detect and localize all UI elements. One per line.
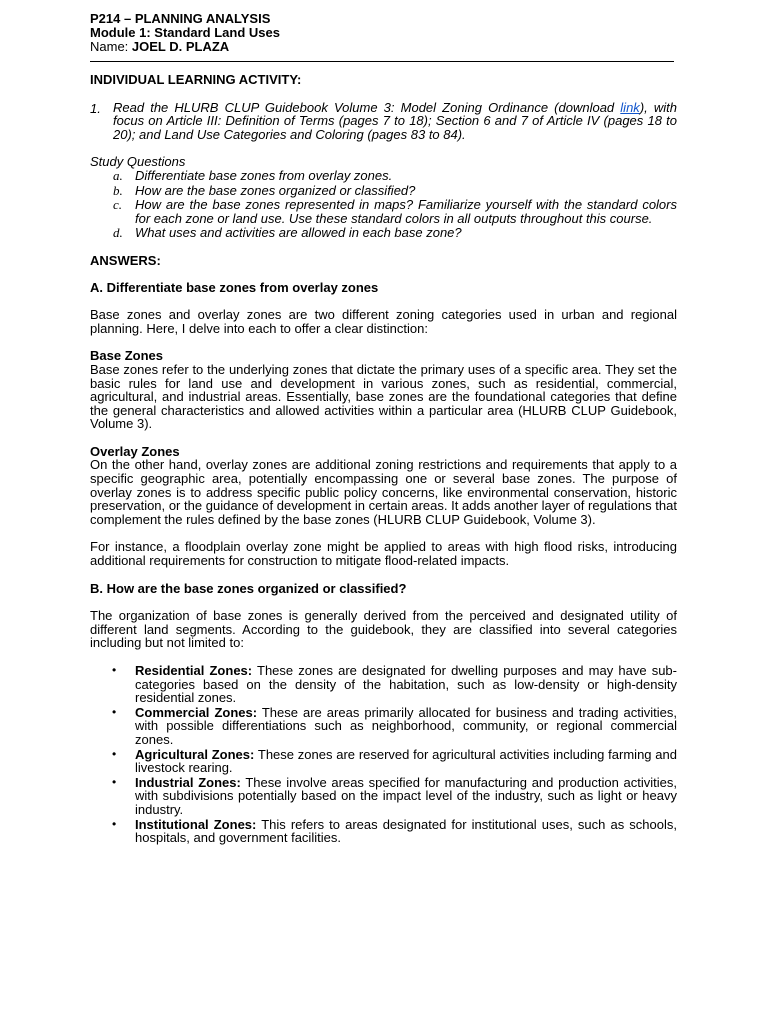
question-letter: b. [113,182,123,198]
bullet-icon: • [112,663,117,677]
zone-category-item [90,748,677,775]
activity-item [90,101,677,142]
study-question [90,198,677,225]
zone-description: These are areas primarily allocated for business and trading activities, with possible differentiations such as neighborhood, community, or regional commercial zones. [135,704,677,747]
module-title: Module 1: Standard Land Uses [90,25,280,40]
zone-term: Residential Zones: [135,663,253,678]
zone-category-item [90,664,677,705]
download-link[interactable]: link [620,99,640,115]
zone-term: Agricultural Zones: [135,746,255,762]
zone-description: These involve areas specified for manufacturing and production activities, with subdivisions potentially based on the impact level of the industry, such as light or heavy industry. [135,774,678,817]
question-text: How are the base zones represented in maps? Familiarize yourself with the standard colors for each zone or land use. Use these standard colors in all outputs throughout this course. [135,197,677,226]
study-question [90,169,677,183]
answers-title: ANSWERS: [90,252,161,268]
section-a-heading: A. Differentiate base zones from overlay zones [90,279,379,295]
section-a-intro: Base zones and overlay zones are two different zoning categories used in urban and regional planning. Here, I delve into each to offer a clear distinction: [90,307,677,336]
student-name-line [90,40,677,54]
activity-title: INDIVIDUAL LEARNING ACTIVITY: [90,72,302,87]
section-b-heading: B. How are the base zones organized or classified? [90,580,407,596]
base-zones-heading: Base Zones [90,348,163,364]
zone-category-item [90,706,677,747]
name-label: Name: [90,39,132,54]
question-letter: d. [113,225,123,241]
zone-description: This refers to areas designated for institutional uses, such as schools, hospitals, and government facilities. [135,816,677,846]
question-text: How are the base zones organized or classified? [135,182,416,198]
overlay-zones-text: On the other hand, overlay zones are additional zoning restrictions and requirements that apply to a specific geographic area, potentially encompassing one or several base zones. The purpose of overlay zones is to address specific public policy concerns, like environmental conservation, historic preservation, or the guidance of development in certain areas. It adds another layer of regulations that complement the rules defined by the base zones (HLURB CLUP Guidebook, Volume 3). [90,457,677,527]
zone-category-item [90,776,677,817]
question-text: Differentiate base zones from overlay zones. [135,167,393,183]
study-question [90,184,677,198]
zone-term: Institutional Zones: [135,816,257,832]
activity-text-after: ), with focus on Article III: Definition of Terms (pages 7 to 18); Section 6 and 7 of Article IV (pages 18 to 20); and Land Use Categories and Coloring (pages 83 to 84). [113,99,678,142]
student-name: JOEL D. PLAZA [131,39,230,54]
bullet-icon: • [112,746,117,761]
bullet-icon: • [112,816,117,831]
zone-category-item [90,818,677,845]
overlay-example-text: For instance, a floodplain overlay zone might be applied to areas with high flood risks, introducing additional requirements for construction to mitigate flood-related impacts. [90,539,677,569]
header-divider [90,61,674,62]
section-b-intro: The organization of base zones is generally derived from the perceived and designated utility of different land segments. According to the guidebook, they are classified into several categories including but not limited to: [90,608,677,651]
study-question [90,226,677,240]
question-text: What uses and activities are allowed in each base zone? [135,225,462,241]
overlay-zones-heading: Overlay Zones [90,443,180,459]
zone-category-list [90,664,677,845]
course-title: P214 – PLANNING ANALYSIS [90,11,271,26]
question-letter: a. [113,167,123,183]
document-content [90,12,677,846]
bullet-icon: • [112,704,117,719]
base-zones-text: Base zones refer to the underlying zones that dictate the primary uses of a specific area. They set the basic rules for land use and development in various zones, such as residential, commercial, agricultural, and industrial areas. Essentially, base zones are the foundational categories that define the general characteristics and allowed activities within a particular area (HLURB CLUP Guidebook, Volume 3). [90,361,677,432]
activity-text-before: Read the HLURB CLUP Guidebook Volume 3: Model Zoning Ordinance (download [113,99,621,115]
bullet-icon: • [112,774,117,789]
zone-term: Industrial Zones: [135,774,241,790]
zone-description: These zones are reserved for agricultural activities including farming and livestock rearing. [135,746,677,776]
study-questions-list [90,169,677,240]
zone-description: These zones are designated for dwelling purposes and may have sub-categories based on the density of the habitation, such as low-density or high-density residential zones. [135,663,677,706]
activity-item-number: 1. [90,100,101,116]
question-letter: c. [113,197,123,213]
study-questions-label: Study Questions [90,154,186,170]
activity-item-text [113,101,677,142]
zone-term: Commercial Zones: [135,704,258,720]
